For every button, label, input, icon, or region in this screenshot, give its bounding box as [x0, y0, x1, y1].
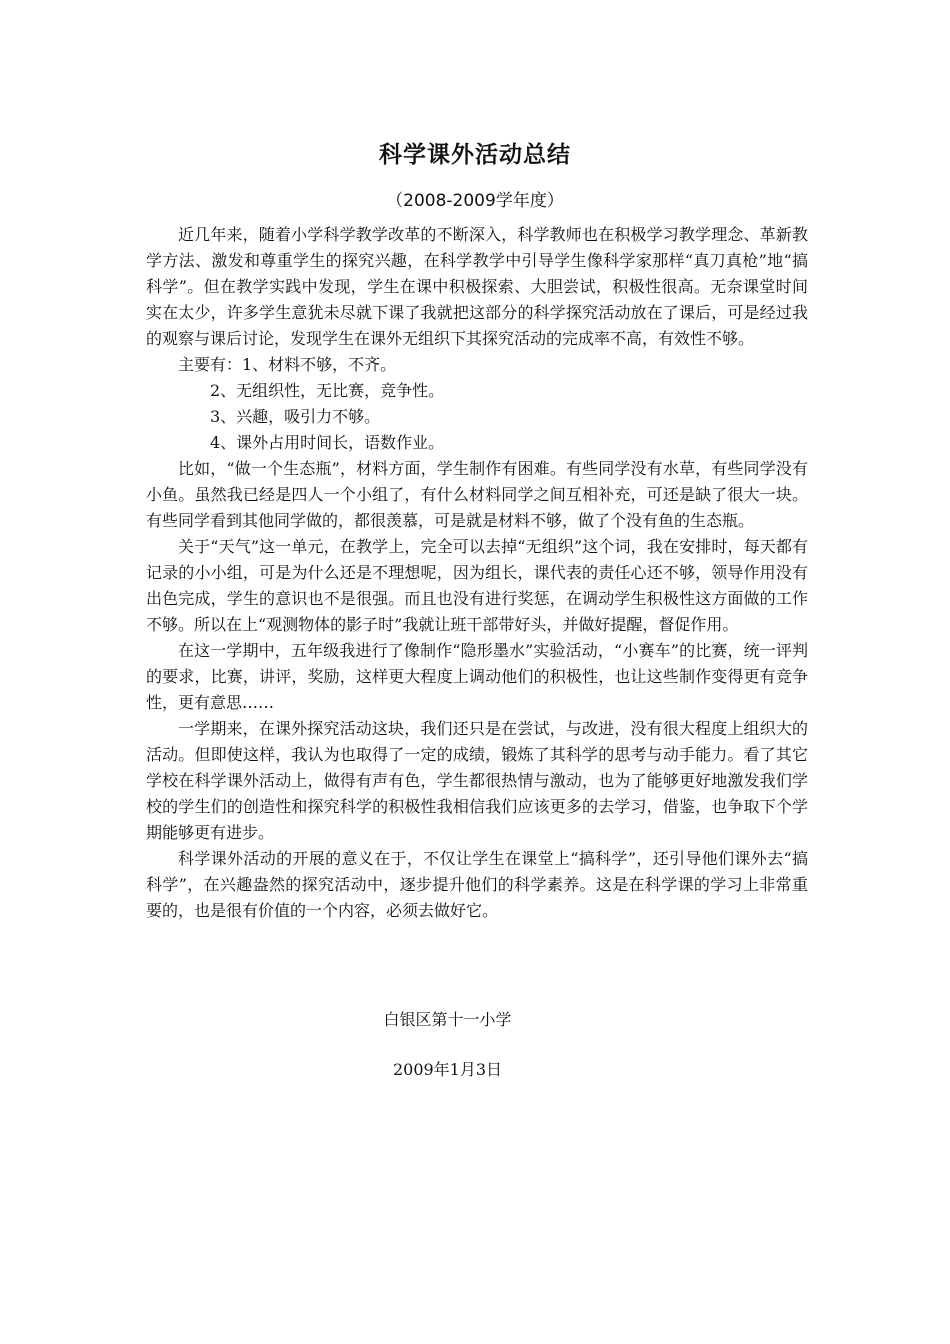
- list-item: 3、兴趣，吸引力不够。: [210, 407, 381, 426]
- list-item: 4、课外占用时间长，语数作业。: [210, 433, 445, 452]
- list-item: 2、无组织性，无比赛，竞争性。: [210, 381, 445, 400]
- paragraph-semester: 在这一学期中，五年级我进行了像制作“隐形墨水”实验活动，“小赛车”的比赛，统一评判的要求，比赛，讲评，奖励，这样更大程度上调动他们的积极性，也让这些制作变得更有竞争性，更有意思……: [146, 641, 808, 712]
- list-intro: 主要有：1、材料不够，不齐。: [178, 355, 397, 374]
- signature-organization: 白银区第十一小学: [383, 1010, 512, 1029]
- paragraph-intro: 近几年来，随着小学科学教学改革的不断深入，科学教师也在积极学习教学理念、革新教学方法、激发和尊重学生的探究兴趣，在科学教学中引导学生像科学家那样“真刀真枪”地“搞科学”。但在教学实践中发现，学生在课中积极探索、大胆尝试，积极性很高。无奈课堂时间实在太少，许多学生意犹未尽就下课了我就把这部分的科学探究活动放在了课后，可是经过我的观察与课后讨论，发现学生在课外无组织下其探究活动的完成率不高，有效性不够。: [146, 225, 808, 348]
- document-body: [146, 222, 808, 924]
- document-title: 科学课外活动总结: [379, 142, 571, 168]
- paragraph-weather: 关于“天气”这一单元，在教学上，完全可以去掉“无组织”这个词，我在安排时，每天都有记录的小小组，可是为什么还是不理想呢，因为组长，课代表的责任心还不够，领导作用没有出色完成，学生的意识也不是很强。而且也没有进行奖惩，在调动学生积极性这方面做的工作不够。所以在上“观测物体的影子时”我就让班干部带好头，并做好提醒，督促作用。: [146, 537, 808, 634]
- paragraph-conclusion: 科学课外活动的开展的意义在于，不仅让学生在课堂上“搞科学”，还引导他们课外去“搞科学”，在兴趣盎然的探究活动中，逐步提升他们的科学素养。这是在科学课的学习上非常重要的，也是很有价值的一个内容，必须去做好它。: [146, 849, 808, 920]
- paragraph-ecobottle: 比如，“做一个生态瓶”，材料方面，学生制作有困难。有些同学没有水草，有些同学没有小鱼。虽然我已经是四人一个小组了，有什么材料同学之间互相补充，可还是缺了很大一块。有些同学看到其他同学做的，都很羡慕，可是就是材料不够，做了个没有鱼的生态瓶。: [146, 459, 808, 530]
- paragraph-reflection: 一学期来，在课外探究活动这块，我们还只是在尝试，与改进，没有很大程度上组织大的活动。但即使这样，我认为也取得了一定的成绩，锻炼了其科学的思考与动手能力。看了其它学校在科学课外活动上，做得有声有色，学生都很热情与激动，也为了能够更好地激发我们学校的学生们的创造性和探究科学的积极性我相信我们应该更多的去学习，借鉴，也争取下个学期能够更有进步。: [146, 719, 808, 842]
- document-subtitle: （2008-2009学年度）: [386, 191, 564, 211]
- signature-date: 2009年1月3日: [392, 1060, 503, 1079]
